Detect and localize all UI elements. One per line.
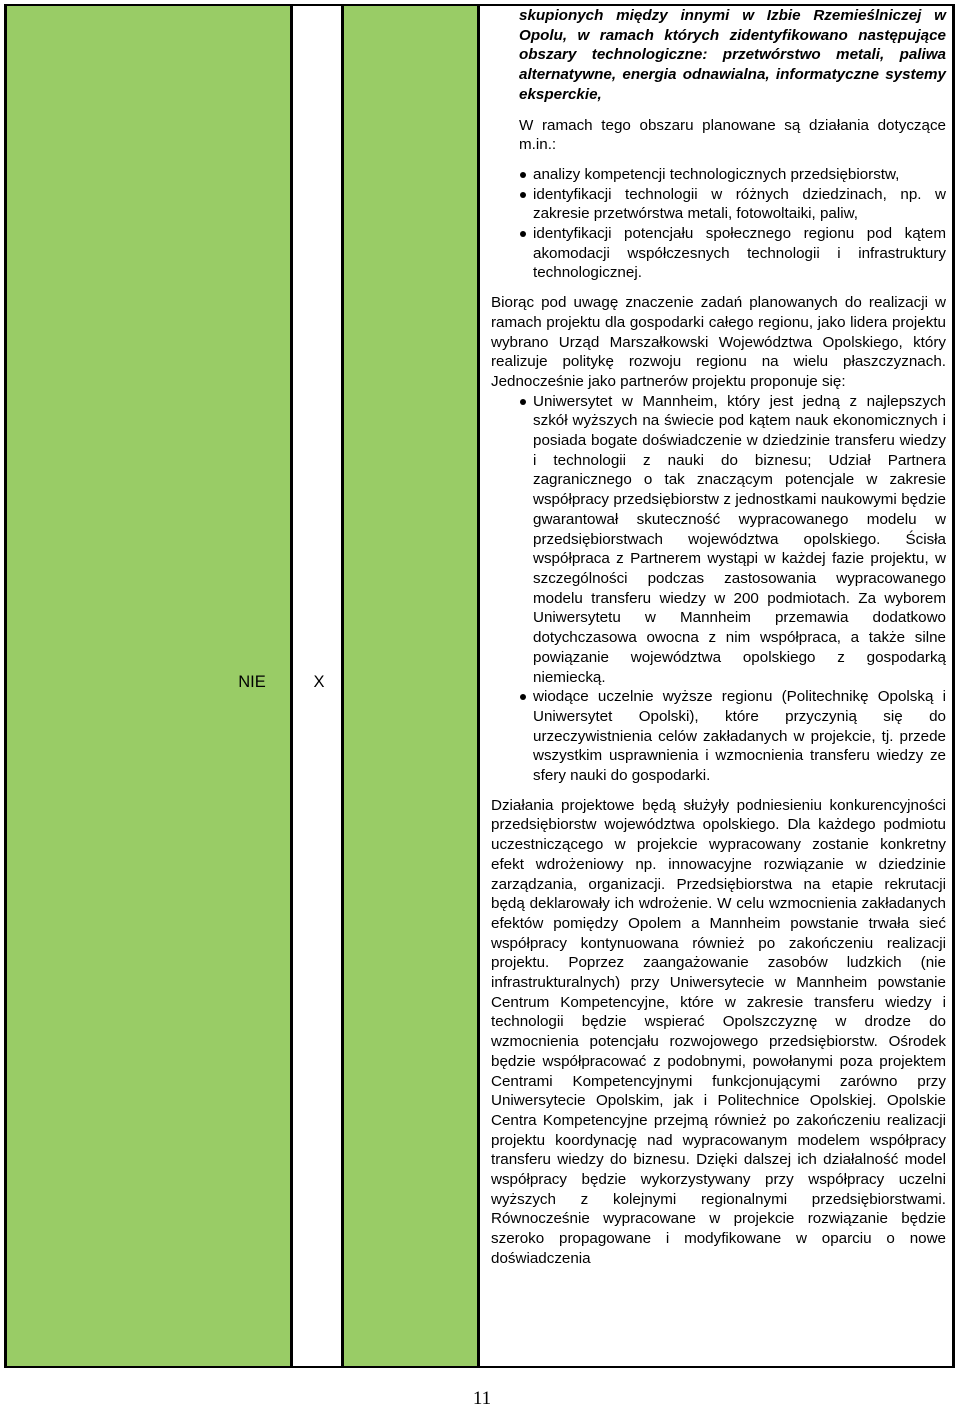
nie-label: NIE [238, 673, 266, 691]
x-mark: X [313, 673, 325, 691]
list-item: Uniwersytet w Mannheim, który jest jedną z najlepszych szkół wyższych na świecie pod kątem nauk ekonomicznych i posiada bogate doświadczenie w dziedzinie transferu wiedzy i technologii z nauki do biznesu; Udział Partnera zagranicznego o tak znaczącym potencjale w zakresie współpracy przedsiębiorstw z jednostkami naukowymi będzie gwarantował skuteczność wypracowanego modelu w przedsiębiorstwach województwa opolskiego. Ścisła współpraca z Partnerem wystąpi w każdej fazie projektu, w szczególności podczas zastosowania wypracowanego modelu transferu wiedzy w 200 podmiotach. Za wyborem Uniwersytetu w Mannheim przemawia dodatkowo dotychczasowa owocna z nim współpraca, a także silne powiązanie województwa opolskiego z gospodarką niemiecką. [533, 392, 946, 686]
partners-list [491, 392, 946, 786]
intro-paragraph: skupionych między innymi w Izbie Rzemieślniczej w Opolu, w ramach których zidentyfikowano następujące obszary technologiczne: przetwórstwo metali, paliwa alternatywne, energia odnawialna, informatyczne systemy eksperckie, [519, 7, 946, 103]
conclusion-paragraph: Działania projektowe będą służyły podniesieniu konkurencyjności przedsiębiorstw województwa opolskiego. Dla każdego podmiotu uczestniczącego w projekcie wypracowany zostanie konkretny efekt wdrożeniowy np. innowacyjne rozwiązanie w dziedzinie zarządzania, organizacji. Przedsiębiorstwa na etapie rekrutacji będą deklarowały ich wdrożenie. W celu wzmocnienia zakładanych efektów pomiędzy Opolem a Mannheim powstanie trwała sieć współpracy kontynuowana również po zakończeniu realizacji projektu. Poprzez zaangażowanie zasobów ludzkich (nie infrastrukturalnych) przy Uniwersytecie w Mannheim powstanie Centrum Kompetencyjne, które w zakresie transferu wiedzy i technologii będzie wspierać Opolszczyznę w drodze do wzmocnienia potencjału rozwojowego przedsiębiorstw. Ośrodek będzie współpracować z podobnymi, powołanymi poza projektem Centrami Kompetencyjnymi funkcjonującymi zarówno przy Uniwersytecie Opolskim, jak i Politechnice Opolskiej. Opolskie Centra Kompetencyjne przejmą również po zakończeniu realizacji projektu koordynację nad wypracowanym modelem współpracy transferu wiedzy do biznesu. Dzięki dalszej ich działalność model współpracy będzie wykorzystywany przy współpracy uczelni wyższych z kolejnymi regionalnymi przedsiębiorstwami. Równocześnie wypracowane w projekcie rozwiązanie będzie szeroko propagowane i modyfikowane w oparciu o nowe doświadczenia [491, 796, 946, 1267]
green-column-2 [344, 6, 477, 1366]
page-number: 11 [472, 1388, 492, 1409]
list-item: identyfikacji technologii w różnych dziedzinach, np. w zakresie przetwórstwa metali, fotowoltaiki, paliw, [533, 185, 946, 223]
description-text [491, 6, 946, 1269]
list-item: identyfikacji potencjału społecznego regionu pod kątem akomodacji współczesnych technologii i infrastruktury technologicznej. [533, 225, 946, 282]
area-activities-list [491, 165, 946, 283]
list-item: wiodące uczelnie wyższe regionu (Politechnikę Opolską i Uniwersytet Opolski), które przyczynią się do urzeczywistnienia celów zakładanych w projekcie, tj. przede wszystkim usprawnienia i wzmocnienia transferu wiedzy ze sfery nauki do gospodarki. [533, 688, 946, 785]
area-intro-paragraph: W ramach tego obszaru planowane są działania dotyczące m.in.: [519, 116, 946, 154]
partners-intro-paragraph: Biorąc pod uwagę znaczenie zadań planowanych do realizacji w ramach projektu dla gospodarki całego regionu, jako lidera projektu wybrano Urząd Marszałkowski Województwa Opolskiego, który realizuje politykę rozwoju regionu na wielu płaszczyznach. Jednocześnie jako partnerów projektu proponuje się: [491, 294, 946, 390]
list-item: analizy kompetencji technologicznych przedsiębiorstw, [533, 165, 946, 185]
